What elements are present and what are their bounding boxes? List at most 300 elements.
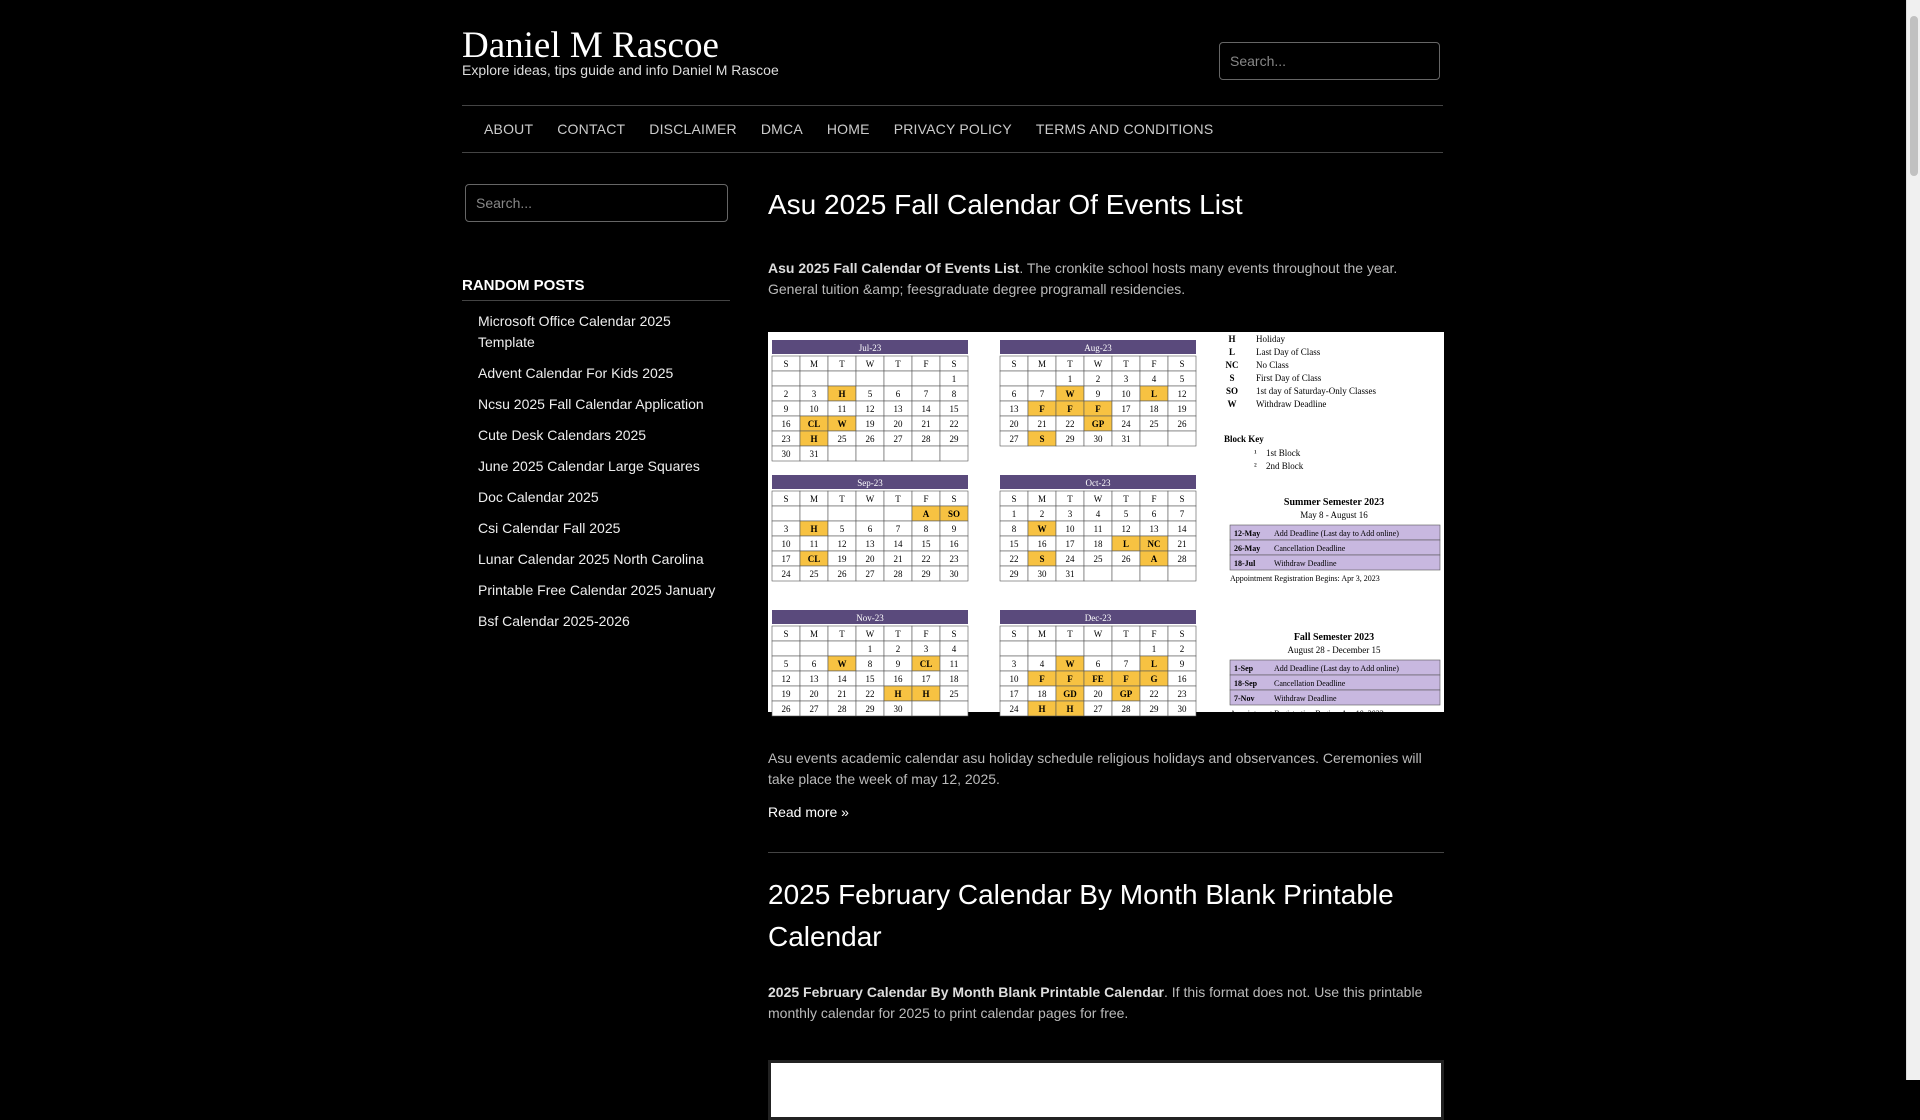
- day-number: 16: [949, 539, 959, 549]
- day-number: 29: [1065, 434, 1075, 444]
- day-number: 21: [921, 419, 931, 429]
- fall-semester-title: Fall Semester 2023: [1293, 632, 1375, 643]
- weekday-label: M: [1037, 494, 1047, 504]
- weekday-label: T: [895, 629, 901, 639]
- block-key-text: 1st Block: [1266, 448, 1301, 458]
- day-number: H: [894, 689, 902, 699]
- weekday-label: T: [839, 629, 845, 639]
- legend-text: No Class: [1256, 360, 1289, 370]
- day-cell: [1140, 566, 1168, 581]
- site-title[interactable]: Daniel M Rascoe: [462, 25, 719, 66]
- day-number: 1: [951, 374, 957, 384]
- day-number: 16: [1177, 674, 1187, 684]
- block-key-code: ²: [1254, 461, 1257, 471]
- day-number: 2: [895, 644, 901, 654]
- day-number: 23: [1177, 689, 1187, 699]
- double-chevron-right-icon: »: [841, 804, 849, 820]
- day-number: 6: [1151, 509, 1157, 519]
- post-intro-rest: . The cronkite school hosts many events throughout the year. General tuition &amp; feesgraduate degree programall residencies.: [768, 260, 1398, 297]
- month-label: Nov-23: [856, 613, 884, 623]
- day-number: GP: [1119, 689, 1133, 699]
- day-number: 30: [1177, 704, 1187, 714]
- day-cell: [1168, 431, 1196, 446]
- day-number: 9: [1179, 659, 1185, 669]
- day-number: 1: [1011, 509, 1017, 519]
- day-cell: [1000, 641, 1028, 656]
- day-number: 18: [949, 674, 959, 684]
- weekday-label: S: [951, 359, 957, 369]
- day-number: 6: [1095, 659, 1101, 669]
- list-item: [478, 518, 730, 539]
- fall-semester-dates: August 28 - December 15: [1287, 645, 1381, 655]
- day-number: NC: [1147, 539, 1161, 549]
- day-number: 27: [893, 434, 903, 444]
- day-number: 20: [893, 419, 903, 429]
- day-number: 7: [1179, 509, 1185, 519]
- day-number: F: [1039, 404, 1045, 414]
- day-number: 27: [1093, 704, 1103, 714]
- weekday-label: W: [865, 629, 875, 639]
- day-number: 29: [1149, 704, 1159, 714]
- month-label: Jul-23: [858, 343, 882, 353]
- day-number: 10: [1009, 674, 1019, 684]
- day-cell: [884, 506, 912, 521]
- legend-code: NC: [1225, 360, 1239, 370]
- day-number: 3: [783, 524, 789, 534]
- fall-semester-note: Appointment Registration Begins: Apr 10, 2023: [1230, 709, 1384, 718]
- nav-contact[interactable]: CONTACT: [557, 121, 626, 137]
- day-number: 31: [809, 449, 819, 459]
- legend-code: W: [1227, 399, 1237, 409]
- day-number: 10: [1065, 524, 1075, 534]
- day-number: 13: [1009, 404, 1019, 414]
- day-number: 13: [893, 404, 903, 414]
- list-item: [478, 363, 730, 384]
- weekday-label: S: [1179, 494, 1185, 504]
- day-number: CL: [807, 419, 821, 429]
- weekday-label: T: [1067, 629, 1073, 639]
- random-post-link[interactable]: Lunar Calendar 2025 North Carolina: [478, 551, 704, 567]
- weekday-label: T: [1123, 629, 1129, 639]
- post-summary: Asu events academic calendar asu holiday schedule religious holidays and observances. Ceremonies will take place the week of may 12, 2025.: [768, 750, 1422, 787]
- day-number: 25: [1149, 419, 1159, 429]
- summer-semester-row-text: Cancellation Deadline: [1274, 544, 1346, 553]
- day-number: 22: [1149, 689, 1159, 699]
- day-number: 27: [865, 569, 875, 579]
- list-item: [478, 394, 730, 415]
- read-more-label: Read more: [768, 804, 838, 820]
- day-number: 30: [781, 449, 791, 459]
- weekday-label: S: [951, 629, 957, 639]
- day-cell: [772, 506, 800, 521]
- weekday-label: T: [1123, 359, 1129, 369]
- day-number: F: [1039, 674, 1045, 684]
- random-post-link[interactable]: Cute Desk Calendars 2025: [478, 427, 647, 443]
- day-number: 1: [867, 644, 873, 654]
- day-cell: [1056, 641, 1084, 656]
- day-number: H: [810, 524, 818, 534]
- day-cell: [800, 506, 828, 521]
- day-number: 2: [1179, 644, 1185, 654]
- legend-text: Last Day of Class: [1256, 347, 1321, 357]
- fall-semester-row-text: Cancellation Deadline: [1274, 679, 1346, 688]
- day-number: 13: [1149, 524, 1159, 534]
- day-number: 12: [837, 539, 847, 549]
- day-number: 9: [783, 404, 789, 414]
- weekday-label: W: [1093, 359, 1103, 369]
- day-number: 19: [865, 419, 875, 429]
- post-title[interactable]: 2025 February Calendar By Month Blank Printable Calendar: [768, 879, 1394, 952]
- day-number: 10: [809, 404, 819, 414]
- random-post-link[interactable]: Bsf Calendar 2025-2026: [478, 613, 630, 629]
- day-number: 22: [1065, 419, 1075, 429]
- day-number: 3: [1123, 374, 1129, 384]
- weekday-label: S: [951, 494, 957, 504]
- day-number: 17: [1065, 539, 1075, 549]
- weekday-label: W: [865, 359, 875, 369]
- day-number: 14: [1177, 524, 1187, 534]
- block-key-text: 2nd Block: [1266, 461, 1304, 471]
- day-number: 28: [1177, 554, 1187, 564]
- day-number: 9: [951, 524, 957, 534]
- weekday-label: M: [809, 629, 819, 639]
- day-number: CL: [919, 659, 933, 669]
- day-cell: [1028, 641, 1056, 656]
- day-number: 15: [1009, 539, 1019, 549]
- weekday-label: S: [783, 629, 789, 639]
- summer-semester-row-text: Withdraw Deadline: [1274, 559, 1337, 568]
- day-number: 14: [893, 539, 903, 549]
- day-number: 15: [921, 539, 931, 549]
- day-number: SO: [947, 509, 961, 519]
- random-post-link[interactable]: Printable Free Calendar 2025 January: [478, 582, 716, 598]
- post-intro-rest: . If this format does not. Use this printable monthly calendar for 2025 to print calendar pages for free.: [768, 984, 1423, 1021]
- day-cell: [884, 371, 912, 386]
- day-number: 11: [949, 659, 959, 669]
- day-number: 29: [865, 704, 875, 714]
- day-number: 19: [781, 689, 791, 699]
- random-posts-heading: RANDOM POSTS: [462, 277, 730, 301]
- day-number: F: [1123, 674, 1129, 684]
- weekday-label: W: [1093, 629, 1103, 639]
- day-number: 3: [811, 389, 817, 399]
- weekday-label: S: [783, 494, 789, 504]
- summer-semester-row-date: 18-Jul: [1234, 559, 1256, 568]
- day-cell: [1084, 641, 1112, 656]
- day-cell: [1084, 566, 1112, 581]
- weekday-label: M: [809, 494, 819, 504]
- day-number: 3: [1011, 659, 1017, 669]
- legend-code: L: [1228, 347, 1236, 357]
- day-number: 4: [1151, 374, 1157, 384]
- day-number: 21: [893, 554, 903, 564]
- day-number: 20: [809, 689, 819, 699]
- weekday-label: W: [1093, 494, 1103, 504]
- nav-privacy-policy[interactable]: PRIVACY POLICY: [893, 121, 1012, 137]
- header-search-input[interactable]: [1219, 42, 1440, 80]
- block-key-code: ¹: [1254, 448, 1257, 458]
- day-number: 24: [1121, 419, 1131, 429]
- day-number: H: [922, 689, 930, 699]
- day-number: 29: [921, 569, 931, 579]
- day-number: GP: [1091, 419, 1105, 429]
- random-post-link[interactable]: Ncsu 2025 Fall Calendar Application: [478, 396, 704, 412]
- day-cell: [772, 641, 800, 656]
- weekday-label: S: [1179, 359, 1185, 369]
- random-post-link[interactable]: June 2025 Calendar Large Squares: [478, 458, 700, 474]
- day-number: 15: [949, 404, 959, 414]
- day-cell: [940, 446, 968, 461]
- weekday-label: F: [1151, 629, 1157, 639]
- day-number: 4: [951, 644, 957, 654]
- read-more-wrap: [768, 804, 1444, 822]
- day-number: 29: [949, 434, 959, 444]
- day-number: 20: [865, 554, 875, 564]
- day-number: 2: [1039, 509, 1045, 519]
- day-number: 30: [893, 704, 903, 714]
- day-number: 3: [1067, 509, 1073, 519]
- day-number: 24: [1065, 554, 1075, 564]
- day-number: 24: [781, 569, 791, 579]
- weekday-label: T: [1123, 494, 1129, 504]
- day-cell: [800, 371, 828, 386]
- post-article: [768, 184, 1444, 822]
- day-number: 2: [1095, 374, 1101, 384]
- day-number: 7: [923, 389, 929, 399]
- day-number: 6: [811, 659, 817, 669]
- main-nav: [462, 105, 1443, 153]
- summer-semester-dates: May 8 - August 16: [1300, 510, 1368, 520]
- fall-semester-row-text: Add Deadline (Last day to Add online): [1274, 664, 1399, 673]
- day-cell: [1000, 371, 1028, 386]
- post-intro-bold: 2025 February Calendar By Month Blank Printable Calendar: [768, 984, 1165, 1000]
- fall-semester-row-date: 18-Sep: [1234, 679, 1258, 688]
- day-number: 16: [1037, 539, 1047, 549]
- fall-semester-row-text: Withdraw Deadline: [1274, 694, 1337, 703]
- day-cell: [1028, 371, 1056, 386]
- legend-text: First Day of Class: [1256, 373, 1322, 383]
- fall-semester-row-date: 7-Nov: [1234, 694, 1255, 703]
- nav-about[interactable]: ABOUT: [484, 121, 534, 137]
- weekday-label: T: [839, 494, 845, 504]
- day-number: 20: [1009, 419, 1019, 429]
- day-number: 21: [837, 689, 847, 699]
- month-label: Oct-23: [1085, 478, 1111, 488]
- summer-semester-note: Appointment Registration Begins: Apr 3, 2023: [1230, 574, 1380, 583]
- day-number: GD: [1063, 689, 1077, 699]
- day-number: F: [1067, 404, 1073, 414]
- legend-code: S: [1229, 373, 1235, 383]
- weekday-label: T: [839, 359, 845, 369]
- day-cell: [828, 641, 856, 656]
- day-number: 8: [923, 524, 929, 534]
- day-number: 9: [895, 659, 901, 669]
- day-number: 30: [1093, 434, 1103, 444]
- scrollbar-thumb[interactable]: [1910, 16, 1918, 176]
- month-label: Aug-23: [1084, 343, 1112, 353]
- day-number: 30: [949, 569, 959, 579]
- day-number: 7: [1039, 389, 1045, 399]
- day-number: 1: [1151, 644, 1157, 654]
- day-cell: [800, 641, 828, 656]
- day-number: 22: [921, 554, 931, 564]
- day-number: 17: [781, 554, 791, 564]
- day-number: FE: [1092, 674, 1104, 684]
- weekday-label: T: [1067, 359, 1073, 369]
- weekday-label: S: [1011, 494, 1017, 504]
- day-number: A: [1150, 554, 1158, 564]
- random-post-link[interactable]: Microsoft Office Calendar 2025 Template: [478, 313, 671, 350]
- month-label: Dec-23: [1084, 613, 1112, 623]
- day-cell: [912, 701, 940, 716]
- day-cell: [772, 371, 800, 386]
- day-number: H: [838, 389, 846, 399]
- summer-semester-row-text: Add Deadline (Last day to Add online): [1274, 529, 1399, 538]
- day-number: 27: [1009, 434, 1019, 444]
- day-number: 26: [865, 434, 875, 444]
- day-number: 16: [893, 674, 903, 684]
- day-number: 6: [1011, 389, 1017, 399]
- day-number: 18: [1037, 689, 1047, 699]
- day-number: 5: [1179, 374, 1185, 384]
- day-cell: [940, 701, 968, 716]
- day-number: W: [837, 419, 847, 429]
- nav-disclaimer[interactable]: DISCLAIMER: [649, 121, 737, 137]
- day-number: 11: [837, 404, 847, 414]
- day-number: F: [1067, 674, 1073, 684]
- day-number: 12: [865, 404, 875, 414]
- day-number: 13: [809, 674, 819, 684]
- day-number: W: [837, 659, 847, 669]
- day-cell: [856, 506, 884, 521]
- weekday-label: T: [895, 359, 901, 369]
- day-number: 26: [781, 704, 791, 714]
- post-title[interactable]: Asu 2025 Fall Calendar Of Events List: [768, 189, 1243, 220]
- day-cell: [884, 446, 912, 461]
- day-number: 25: [809, 569, 819, 579]
- day-number: 28: [893, 569, 903, 579]
- list-item: [478, 487, 730, 508]
- weekday-label: M: [1037, 359, 1047, 369]
- nav-dmca[interactable]: DMCA: [760, 121, 803, 137]
- calendar-image[interactable]: [768, 332, 1444, 718]
- day-number: 29: [1009, 569, 1019, 579]
- random-post-link[interactable]: Advent Calendar For Kids 2025: [478, 365, 674, 381]
- post-article: [768, 874, 1444, 1120]
- list-item: [478, 580, 730, 601]
- list-item: [478, 611, 730, 632]
- day-number: W: [1065, 389, 1075, 399]
- post-intro-bold: Asu 2025 Fall Calendar Of Events List: [768, 260, 1020, 276]
- month-label: Sep-23: [857, 478, 883, 488]
- day-number: 25: [837, 434, 847, 444]
- day-number: 27: [809, 704, 819, 714]
- day-number: 11: [809, 539, 819, 549]
- weekday-label: W: [865, 494, 875, 504]
- day-number: 14: [921, 404, 931, 414]
- day-number: 22: [949, 419, 959, 429]
- day-number: 26: [837, 569, 847, 579]
- day-number: 25: [1093, 554, 1103, 564]
- day-cell: [856, 446, 884, 461]
- day-number: 17: [1121, 404, 1131, 414]
- day-number: 4: [1039, 659, 1045, 669]
- weekday-label: F: [1151, 494, 1157, 504]
- weekday-label: F: [923, 629, 929, 639]
- day-cell: [1140, 431, 1168, 446]
- day-cell: [828, 446, 856, 461]
- day-number: 19: [1177, 404, 1187, 414]
- day-number: 28: [837, 704, 847, 714]
- fall-semester-row-date: 1-Sep: [1234, 664, 1254, 673]
- summer-semester-row-date: 12-May: [1234, 529, 1261, 538]
- list-item: [478, 425, 730, 446]
- day-number: L: [1150, 389, 1158, 399]
- day-number: H: [1038, 704, 1046, 714]
- day-number: 7: [895, 524, 901, 534]
- site-tagline: Explore ideas, tips guide and info Daniel M Rascoe: [462, 62, 779, 78]
- day-number: 5: [867, 389, 873, 399]
- day-number: 26: [1177, 419, 1187, 429]
- day-number: 18: [1149, 404, 1159, 414]
- day-number: 9: [1095, 389, 1101, 399]
- sidebar-search-input[interactable]: [465, 184, 728, 222]
- day-cell: [856, 371, 884, 386]
- day-number: 14: [837, 674, 847, 684]
- nav-terms-and-conditions[interactable]: TERMS AND CONDITIONS: [1035, 121, 1214, 137]
- day-cell: [828, 506, 856, 521]
- day-number: 5: [783, 659, 789, 669]
- day-number: 21: [1177, 539, 1187, 549]
- day-number: 7: [1123, 659, 1129, 669]
- read-more-link[interactable]: [768, 804, 849, 820]
- day-number: L: [1150, 659, 1158, 669]
- day-number: 22: [1009, 554, 1019, 564]
- day-number: 12: [1121, 524, 1131, 534]
- weekday-label: F: [923, 359, 929, 369]
- day-number: 23: [781, 434, 791, 444]
- day-number: H: [810, 434, 818, 444]
- day-number: 19: [837, 554, 847, 564]
- day-number: 12: [781, 674, 791, 684]
- day-number: 13: [865, 539, 875, 549]
- weekday-label: S: [1179, 629, 1185, 639]
- random-post-link[interactable]: Doc Calendar 2025: [478, 489, 599, 505]
- day-number: S: [1039, 434, 1045, 444]
- day-number: 31: [1065, 569, 1075, 579]
- day-cell: [828, 371, 856, 386]
- post-image[interactable]: [768, 1060, 1444, 1120]
- random-post-link[interactable]: Csi Calendar Fall 2025: [478, 520, 621, 536]
- nav-home[interactable]: HOME: [826, 121, 870, 137]
- legend-code: H: [1228, 334, 1236, 344]
- day-number: 28: [1121, 704, 1131, 714]
- weekday-label: T: [1067, 494, 1073, 504]
- day-number: 6: [867, 524, 873, 534]
- day-number: 17: [1009, 689, 1019, 699]
- list-item: [478, 549, 730, 570]
- post-intro: [768, 982, 1444, 1024]
- day-number: 8: [867, 659, 873, 669]
- day-number: 28: [921, 434, 931, 444]
- day-number: S: [1039, 554, 1045, 564]
- day-number: CL: [807, 554, 821, 564]
- day-number: A: [922, 509, 930, 519]
- day-number: 26: [1121, 554, 1131, 564]
- day-cell: [912, 446, 940, 461]
- day-number: 10: [1121, 389, 1131, 399]
- scrollbar[interactable]: [1906, 0, 1920, 1080]
